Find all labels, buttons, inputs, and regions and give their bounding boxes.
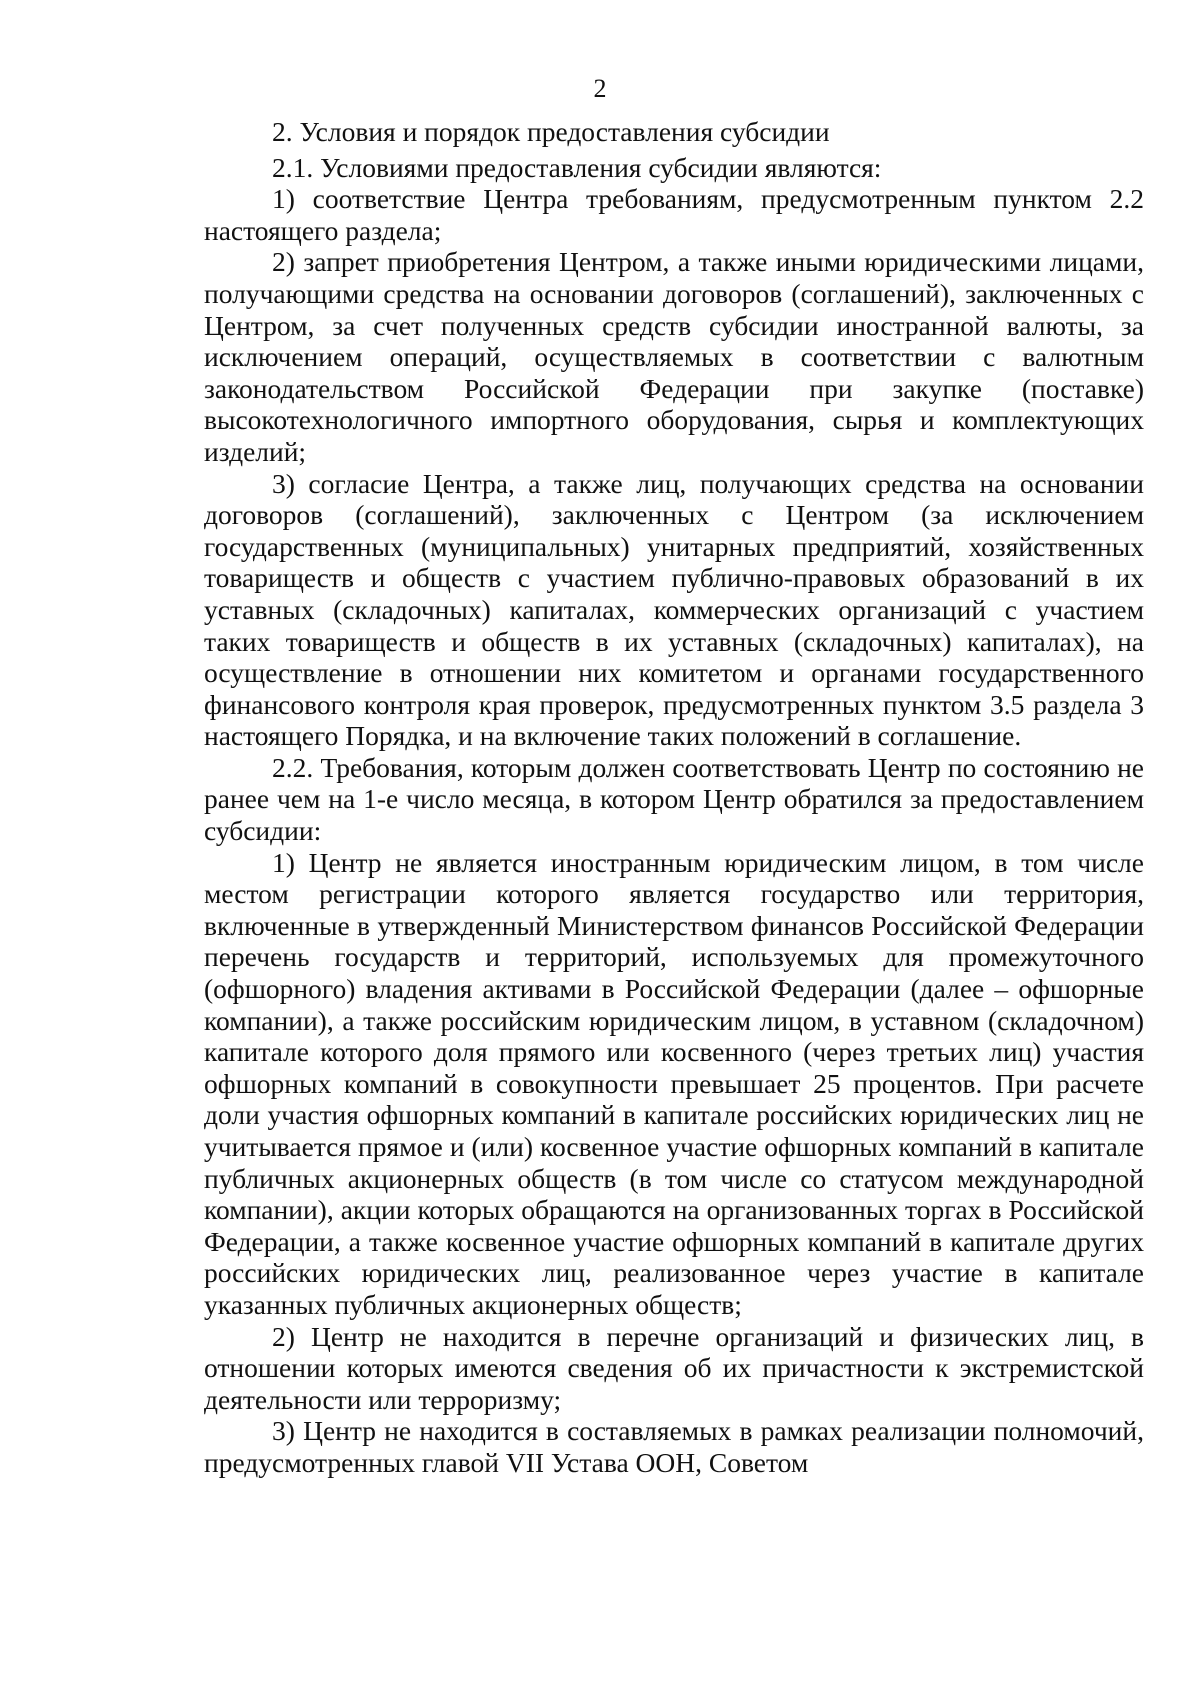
paragraph-2-2: 2.2. Требования, которым должен соответствовать Центр по состоянию не ранее чем на 1-е число месяца, в котором Центр обратился за предоставлением субсидии:	[204, 751, 1144, 847]
paragraph-2-2-item-2: 2) Центр не находится в перечне организаций и физических лиц, в отношении которых имеются сведения об их причастности к экстремистской деятельности или терроризму;	[204, 1320, 1144, 1415]
paragraph-2-2-item-1: 1) Центр не является иностранным юридическим лицом, в том числе местом регистрации которого является государство или территория, включенные в утвержденный Министерством финансов Российской Федерации перечень государств и территорий, используемых для промежуточного (офшорного) владения активами в Российской Федерации (далее – офшорные компании), а также российским юридическим лицом, в уставном (складочном) капитале которого доля прямого или косвенного (через третьих лиц) участия офшорных компаний в совокупности превышает 25 процентов. При расчете доли участия офшорных компаний в капитале российских юридических лиц не учитывается прямое и (или) косвенное участие офшорных компаний в капитале публичных акционерных обществ (в том числе со статусом международной компании), акции которых обращаются на организованных торгах в Российской Федерации, а также косвенное участие офшорных компаний в капитале других российских юридических лиц, реализованное через участие в капитале указанных публичных акционерных обществ;	[204, 846, 1144, 1320]
document-body	[204, 116, 1144, 1479]
section-title: 2. Условия и порядок предоставления субсидии	[272, 116, 830, 147]
paragraph-2-1: 2.1. Условиями предоставления субсидии являются:	[272, 151, 882, 183]
page-number: 2	[593, 74, 607, 103]
paragraph-2-1-item-3: 3) согласие Центра, а также лиц, получающих средства на основании договоров (соглашений), заключенных с Центром (за исключением государственных (муниципальных) унитарных предприятий, хозяйственных товариществ и обществ с участием публично-правовых образований в их уставных (складочных) капиталах, коммерческих организаций с участием таких товариществ и обществ в их уставных (складочных) капиталах), на осуществление в отношении них комитетом и органами государственного финансового контроля края проверок, предусмотренных пунктом 3.5 раздела 3 настоящего Порядка, и на включение таких положений в соглашение.	[204, 467, 1144, 752]
paragraph-2-1-item-1: 1) соответствие Центра требованиям, предусмотренным пунктом 2.2 настоящего раздела;	[204, 183, 1144, 246]
paragraph-2-2-item-3: 3) Центр не находится в составляемых в рамках реализации полномочий, предусмотренных главой VII Устава ООН, Советом	[204, 1415, 1144, 1478]
paragraph-2-1-item-2: 2) запрет приобретения Центром, а также иными юридическими лицами, получающими средства на основании договоров (соглашений), заключенных с Центром, за счет полученных средств субсидии иностранной валюты, за исключением операций, осуществляемых в соответствии с валютным законодательством Российской Федерации при закупке (поставке) высокотехнологичного импортного оборудования, сырья и комплектующих изделий;	[204, 246, 1144, 467]
